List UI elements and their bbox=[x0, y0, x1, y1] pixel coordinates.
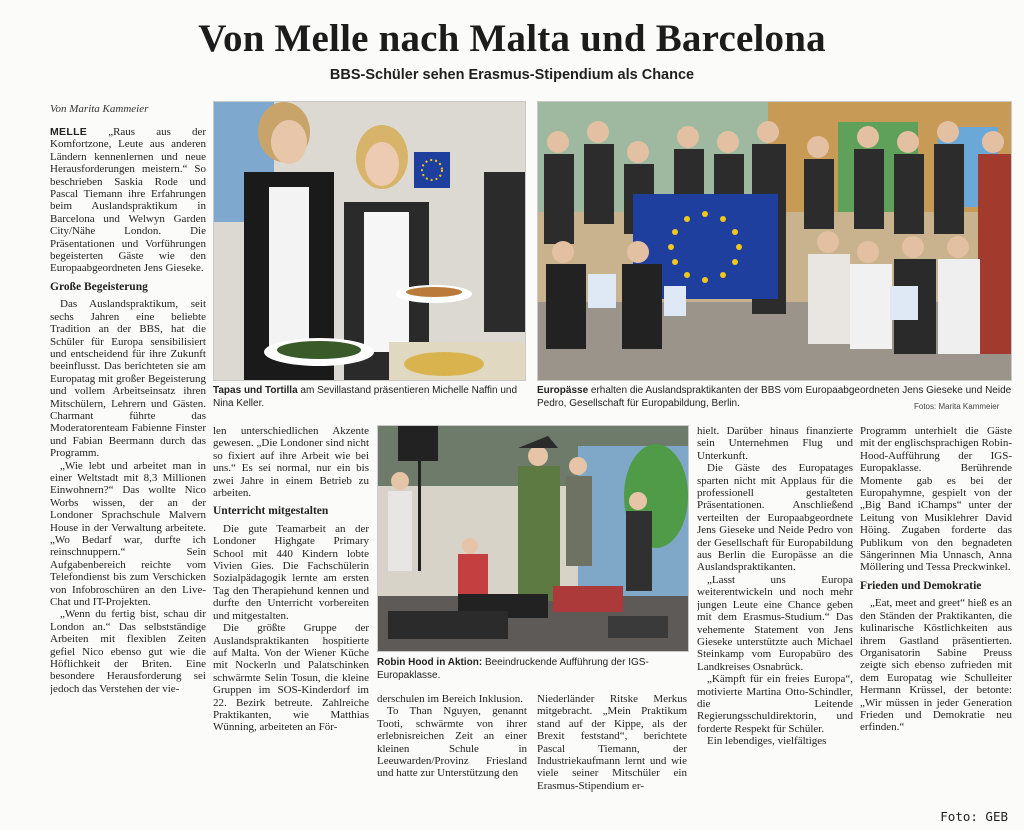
paragraph: hielt. Darüber hinaus finanzierte sein Unternehmen Flug und Unterkunft. bbox=[697, 425, 853, 462]
location-tag: MELLE bbox=[50, 126, 88, 138]
column-2 bbox=[213, 425, 369, 797]
caption-europass-text: erhalten die Auslandspraktikanten der BBS vom Europaabgeordneten Jens Gieseke und Neide Pedro, Gesellschaft für Europabildung, Berlin. bbox=[537, 385, 1012, 409]
robin-hood-photo-illustration bbox=[378, 426, 689, 652]
heading-grosse-begeisterung: Große Begeisterung bbox=[50, 280, 148, 293]
intro-paragraph bbox=[50, 126, 206, 275]
caption-tapas bbox=[213, 384, 526, 410]
photo-credit: Fotos: Marita Kammeier bbox=[914, 402, 1000, 411]
caption-tapas-text: am Sevillastand präsentieren Michelle Naffin und Nina Keller. bbox=[213, 385, 518, 409]
photo-robin-hood bbox=[377, 425, 689, 652]
paragraph: To Than Nguyen, genannt Tooti, schwärmte von ihrer erlebnisreichen Zeit an einer kleinen Schule in Leeuwarden/Provinz Friesland und hatte zur Unterstützung den bbox=[377, 705, 527, 780]
headline: Von Melle nach Malta und Barcelona bbox=[198, 17, 826, 60]
caption-robin-bold: Robin Hood in Aktion: bbox=[377, 657, 483, 668]
paragraph: Programm unterhielt die Gäste mit der englischsprachigen Robin-Hood-Aufführung der IGS-Europaklasse. Berührende Momente gab es bei der Europahymne, gespielt von der „Big Band iChamps“ unter der Leitung von Musiklehrer David Höing. Zugaben forderte das Publikum von den begnadeten Sängerinnen Mia Unnasch, Anna Möllering und Tessa Preckwinkel. bbox=[860, 425, 1012, 574]
paragraph: derschulen im Bereich Inklusion. bbox=[377, 693, 524, 705]
subheadline: BBS-Schüler sehen Erasmus-Stipendium als Chance bbox=[329, 67, 695, 83]
paragraph: Niederländer Ritske Merkus mitgebracht. „Mein Praktikum stand auf der Kippe, als der Brexit feststand“, berichtete Pascal Tiemann, der Industriekaufmann lernt und wie viele seiner Mitschüler ein Erasmus-Stipendium er- bbox=[537, 693, 687, 792]
caption-europass-bold: Europässe bbox=[537, 385, 589, 396]
group-photo-illustration bbox=[538, 102, 1012, 381]
paragraph: Die größte Gruppe der Auslandspraktikanten hospitierte auf Malta. Von der Wiener Küche mit Nockerln und Palatschinken schwärmte Selin Tosun, die kleine Gruppen im SOS-Kinderdorf im 22. Bezirk betreute. Zahlreiche Praktikanten, wie Matthias Wünning, arbeiteten an För- bbox=[213, 622, 369, 734]
photo-europass-group bbox=[537, 101, 1012, 381]
caption-tapas-bold: Tapas und Tortilla bbox=[213, 385, 298, 396]
column-4 bbox=[697, 425, 853, 797]
paragraph: „Wie lebt und arbeitet man in einer Weltstadt mit 8,3 Millionen Einwohnern?“ Das wollte Nico Worbs wissen, der an der Londoner Sprachschule Malvern House in der Verwaltung arbeitete. „Wo Bedarf war, durfte ich reinschnuppern.“ Sein Aufgabenbereich reichte vom Telefondienst bis zum Verschicken von Infobroschüren an den Live-Chat und IT-Projekten. bbox=[50, 459, 206, 609]
caption-robin-text: Beeindruckende Aufführung der IGS-Europaklasse. bbox=[377, 657, 649, 681]
paragraph: „Eat, meet and greet“ hieß es an den Ständen der Praktikanten, die kulinarische Köstlichkeiten aus ihrem Gastland präsentierten. Organisatorin Sabine Preuss zeigte sich ebenso zufrieden mit dem Europatag wie Schulleiter Hermann Krüssel, der betonte: „Wir müssen in jeder Generation Frieden und Demokratie neu erfinden.“ bbox=[860, 597, 1012, 734]
paragraph: Das Auslandspraktikum, seit sechs Jahren eine beliebte Tradition an der BBS, hat die Schüler für Europa sensibilisiert und entscheidend für ihre Zukunft beeinflusst. Das berichteten sie am Europatag mit großer Begeisterung und vollem Arbeitseinsatz ihren Mitschülern, Lehrern und Gästen. Charmant führte das Moderatorenteam Fabienne Finster und Fabian Beermann durch das Programm. bbox=[50, 298, 206, 460]
heading-frieden-und-demokratie: Frieden und Demokratie bbox=[860, 579, 982, 592]
heading-unterricht-mitgestalten: Unterricht mitgestalten bbox=[213, 505, 329, 518]
paragraph: Ein lebendiges, vielfältiges bbox=[707, 735, 827, 748]
byline: Von Marita Kammeier bbox=[50, 103, 149, 115]
column-1 bbox=[50, 126, 206, 796]
intro-text: „Raus aus der Komfortzone, Leute aus anderen Ländern kennenlernen und neue Herausforderungen meistern.“ So beschrieben Saskia Rode und Pascal Tiemann ihre Erfahrungen beim Auslandspraktikum in Barcelona und Welwyn Garden City/Nähe London. Die Präsentationen und Vorführungen begeisterten Gäste wie den Europaabgeordneten Jens Gieseke. bbox=[50, 126, 206, 275]
column-5 bbox=[860, 425, 1012, 797]
footer-photo-credit: Foto: GEB bbox=[940, 809, 1008, 824]
paragraph: Die Gäste des Europatages sparten nicht mit Applaus für die professionell gestalteten Präsentationen. Anschließend verteilten der Europaabgeordnete Jens Gieseke und Neide Pedro von der Gesellschaft für Europabildung aus Berlin die Europässe an die Auslandspraktikanten. bbox=[697, 462, 853, 574]
paragraph: „Kämpft für ein freies Europa“, motivierte Martina Otto-Schindler, die Leitende Regierungsschuldirektorin, und forderte Respekt für Schüler. bbox=[697, 673, 853, 735]
column-4-bottom bbox=[537, 693, 687, 797]
paragraph: len unterschiedlichen Akzente gewesen. „Die Londoner sind nicht so fixiert auf ihre Arbeit wie bei uns.“ Es sei normal, nur ein bis zwei Jahre in einem Betrieb zu arbeiten. bbox=[213, 425, 369, 500]
paragraph: Die gute Teamarbeit an der Londoner Highgate Primary School mit 440 Kindern lobte Vivien Gies. Die Fachschülerin Sozialpädagogik lernte am ersten Tag den Therapiehund kennen und durfte den Unterricht vorbereiten und mitgestalten. bbox=[213, 522, 369, 622]
paragraph: „Wenn du fertig bist, schau dir London an.“ Das selbstständige Arbeiten mit flexiblen Zeiten gefiel Nico ebenso gut wie die Höflichkeit der Briten. Eine besondere Herausforderung sei jedoch das Verstehen der vie- bbox=[50, 608, 206, 695]
tapas-photo-illustration bbox=[214, 102, 526, 381]
paragraph: „Lasst uns Europa weiterentwickeln und noch mehr jungen Leute eine Chance geben mit dem Erasmus-Studium.“ Das vehemente Statement von Jens Gieseke unterstützte auch Michael Steinkamp vom Europabüro des Landkreises Osnabrück. bbox=[697, 573, 853, 673]
caption-robin-hood bbox=[377, 656, 689, 682]
column-3 bbox=[377, 693, 527, 797]
photo-tapas bbox=[213, 101, 526, 381]
